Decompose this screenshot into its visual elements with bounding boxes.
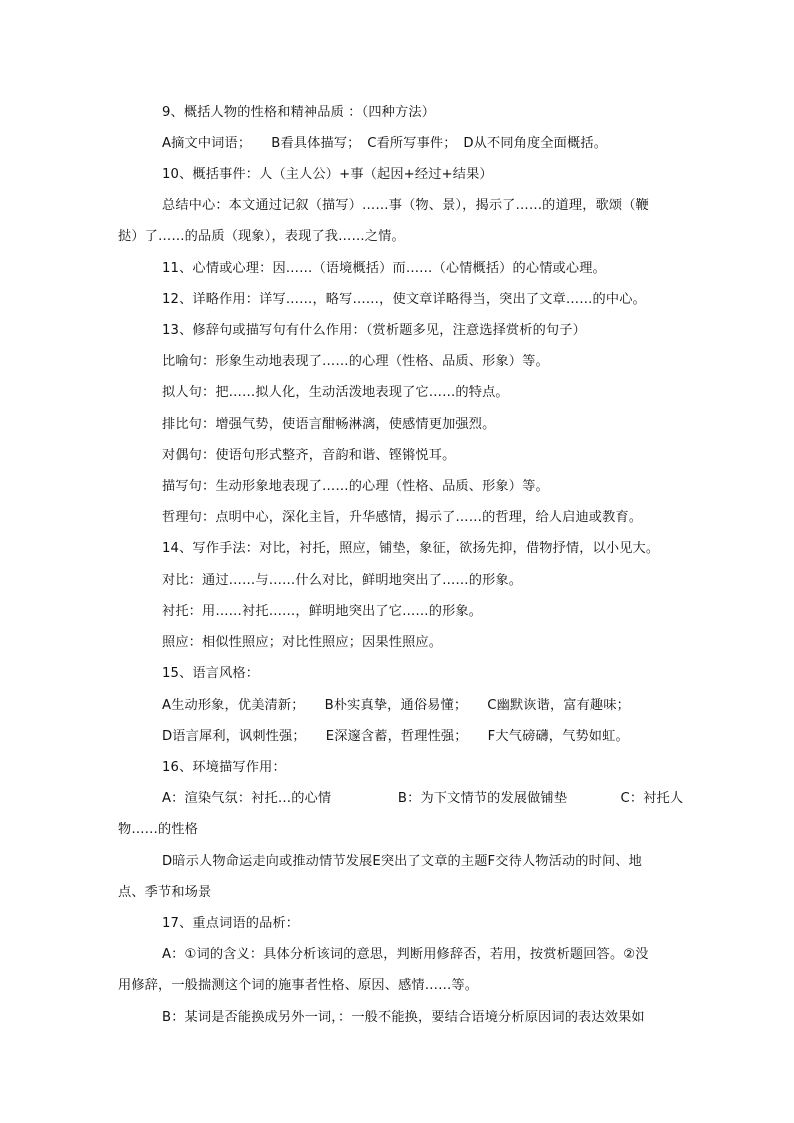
text-line	[162, 540, 659, 558]
line-text: 12、详略作用：详写……，略写……，使文章详略得当，突出了文章……的中心。	[162, 292, 646, 307]
line-text: 16、环境描写作用：	[162, 760, 286, 775]
text-line	[162, 447, 455, 465]
text-line	[162, 634, 442, 652]
line-text: 照应：相似性照应；对比性照应；因果性照应。	[162, 635, 443, 650]
line-text: 点、季节和场景	[118, 885, 212, 900]
line-text: 13、修辞句或描写句有什么作用：（赏析题多见，注意选择赏析的句子）	[162, 323, 586, 338]
text-line	[162, 416, 495, 434]
line-text: 衬托：用……衬托……，鲜明地突出了它……的形象。	[162, 604, 483, 619]
text-line	[162, 322, 586, 340]
line-text: 描写句：生动形象地表现了……的心理（性格、品质、形象）等。	[162, 479, 549, 494]
text-line	[162, 509, 642, 527]
text-line	[162, 603, 482, 621]
text-line	[118, 821, 198, 839]
line-text: 用修辞，一般揣测这个词的施事者性格、原因、感情……等。	[118, 978, 479, 993]
text-line	[162, 104, 435, 122]
text-line	[118, 884, 211, 902]
line-text: 物……的性格	[118, 822, 199, 837]
line-text: 17、重点词语的品析：	[162, 916, 300, 931]
text-line	[162, 353, 549, 371]
line-text: 拟人句：把……拟人化，生动活泼地表现了它……的特点。	[162, 385, 509, 400]
line-text: 14、写作手法：对比，衬托，照应，铺垫，象征，欲扬先抑，借物抒情，以小见大。	[162, 541, 660, 556]
text-line	[162, 728, 629, 746]
text-line	[162, 135, 607, 153]
line-text: 11、心情或心理：因……（语境概括）而……（心情概括）的心情或心理。	[162, 261, 606, 276]
line-text: 对偶句：使语句形式整齐，音韵和谐、铿锵悦耳。	[162, 448, 456, 463]
text-line	[118, 977, 478, 995]
line-text: 15、语言风格：	[162, 666, 260, 681]
line-text: D语言犀利，讽刺性强； E深邃含蓄，哲理性强； F大气磅礴，气势如虹。	[162, 729, 629, 744]
line-text: A摘文中词语； B看具体描写； C看所写事件； D从不同角度全面概括。	[162, 136, 608, 151]
text-line	[118, 228, 405, 246]
line-text: B：某词是否能换成另外一词，：一般不能换，要结合语境分析原因词的表达效果如	[162, 1010, 645, 1025]
text-line	[162, 478, 549, 496]
line-text: 挞）了……的品质（现象），表现了我……之情。	[118, 229, 405, 244]
text-line	[162, 260, 606, 278]
text-line	[162, 166, 493, 184]
text-line	[162, 915, 299, 933]
text-line	[162, 790, 683, 808]
text-line	[162, 697, 630, 715]
text-line	[162, 384, 509, 402]
text-line	[162, 853, 642, 871]
line-text: A：①词的含义：具体分析该词的意思，判断用修辞否，若用，按赏析题回答。②没	[162, 947, 649, 962]
text-line	[162, 572, 522, 590]
text-line	[162, 946, 649, 964]
line-text: 排比句：增强气势，使语言酣畅淋漓，使感情更加强烈。	[162, 417, 496, 432]
line-text: 9、概括人物的性格和精神品质 ：（四种方法）	[162, 105, 436, 120]
text-line	[162, 665, 259, 683]
line-text: 比喻句：形象生动地表现了……的心理（性格、品质、形象）等。	[162, 354, 549, 369]
line-text: D暗示人物命运走向或推动情节发展E突出了文章的主题F交待人物活动的时间、地	[162, 854, 642, 869]
line-text: 总结中心：本文通过记叙（描写）……事（物、景），揭示了……的道理，歌颂（鞭	[162, 198, 649, 213]
text-line	[162, 1009, 645, 1027]
text-line	[162, 759, 286, 777]
text-line	[162, 197, 649, 215]
text-line	[162, 291, 646, 309]
line-text: A：渲染气氛：衬托…的心情 B：为下文情节的发展做铺垫 C：衬托人	[162, 791, 684, 806]
line-text: 10、概括事件：人（主人公）+事（起因+经过+结果）	[162, 167, 493, 182]
line-text: 对比：通过……与……什么对比，鲜明地突出了……的形象。	[162, 573, 523, 588]
line-text: A生动形象，优美清新； B朴实真挚，通俗易懂； C幽默诙谐，富有趣味；	[162, 698, 630, 713]
line-text: 哲理句：点明中心，深化主旨，升华感情，揭示了……的哲理，给人启迪或教育。	[162, 510, 643, 525]
